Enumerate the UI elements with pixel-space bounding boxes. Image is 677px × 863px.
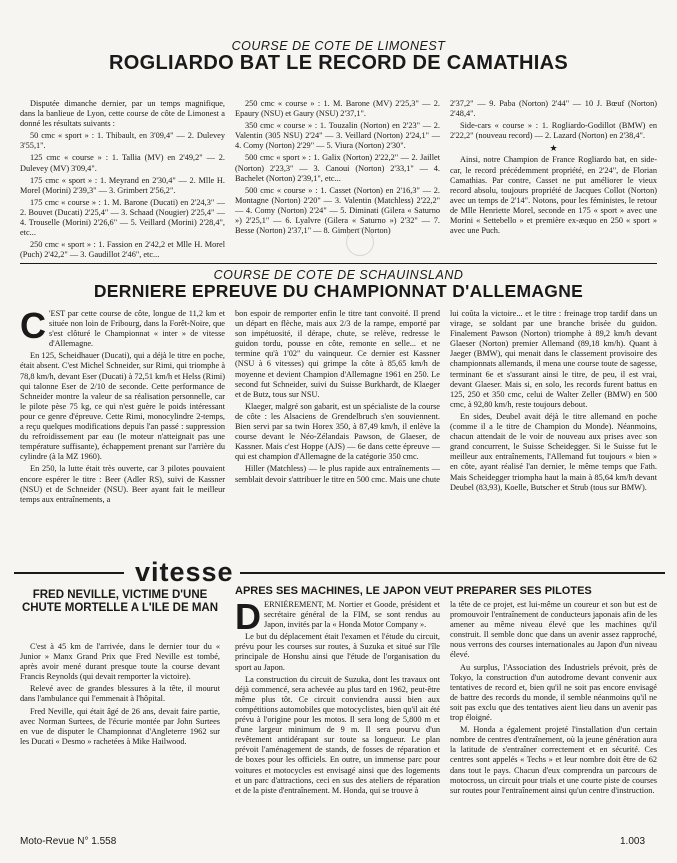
- section1-column-2: [235, 99, 440, 261]
- vitesse-section-bar: [14, 557, 665, 587]
- paragraph: 'EST par cette course de côte, longue de 11,2 km et située non loin de Fribourg, dans la Forêt-Noire, que s'est clôturé le Championnat « inter » de vitesse d'Allemagne.: [49, 309, 225, 349]
- section1-column-1: [20, 99, 225, 261]
- paragraph: Fred Neville, qui était âgé de 26 ans, devait faire partie, avec Norman Surtees, de l'écurie montée par John Surtees en vue de disputer le Championnat d'Angleterre 1962 sur les Ducati « Desmo » rachetées à Mike Hailwood.: [20, 706, 220, 746]
- paragraph: La construction du circuit de Suzuka, dont les travaux ont déjà commencé, sera achevée au plus tard en 1962, peut-être même plus tôt. Ce circuit conviendra aussi bien aux compétitions automobiles que motocyclistes, bien qu'il ait été prévu à l'origine pour les motos. Il sera long de 5,800 m et d'une largeur minimum de 9 m. Il sera pourvu d'un revêtement antidérapant sur toute sa longueur. Le plan prévoit l'aménagement de stands, de fosses de réparation et de boxes pour les officiels. En outre, un immense parc pour voitures et motocycles est envisagé ainsi que des logements et un parc d'attractions, ceci en sus des ateliers de réparation et de la piste d'entraînement. M. Honda, qui se trouve à: [235, 674, 440, 795]
- paragraph: En sides, Deubel avait déjà le titre allemand en poche (comme il a le titre de Champion du Monde). Néanmoins, chacun attendait de le voir de nouveau aux prises avec son grand concurrent, le Suisse Scheidegger. Si le Suisse fut le meilleur aux entraînements, l'Allemand fut toujours « bien » en côte, ayant réalisé l'an dernier, le même temps que Fath. Mais Scheidegger triompha haut la main à 85,64 km/h devant Deubel (83,93), Koelle, Butscher et Strub (tous sur BMW).: [450, 411, 657, 492]
- section3-column: [20, 642, 220, 822]
- paragraph: ERNIÈREMENT, M. Nortier et Goode, président et secrétaire général de la FIM, se sont rendus au Japon, invités par la « Honda Motor Company ».: [264, 600, 440, 630]
- bar-line-right: [229, 572, 665, 574]
- section2-column-2: [235, 309, 440, 555]
- section4-column-1: [235, 600, 440, 828]
- paragraph: En 250, la lutte était très ouverte, car 3 pilotes pouvaient encore espérer le titre : Beer (Adler RS), suivi de Kassner (NSU) et de Schneider (NSU). Beer ayant fait le meilleur temps aux entraînements, a: [20, 464, 225, 504]
- paragraph: 2'37,2" — 9. Paba (Norton) 2'44" — 10 J. Bœuf (Norton) 2'48,4".: [450, 99, 657, 119]
- footer-page-number: 1.003: [620, 836, 646, 847]
- paragraph: Relevé avec de grandes blessures à la tête, il mourut dans l'ambulance qui l'emmenait à l'hôpital.: [20, 684, 220, 704]
- footer-issue: Moto-Revue N° 1.558: [20, 836, 117, 847]
- vitesse-label: vitesse: [129, 557, 240, 588]
- section3-headline: FRED NEVILLE, VICTIME D'UNE CHUTE MORTELLE A L'ILE DE MAN: [21, 589, 219, 614]
- paragraph: Side-cars « course » : 1. Rogliardo-Godillot (BMW) en 2'22,2" (nouveau record) — 2. Lazard (Norton) en 2'38,4".: [450, 121, 657, 141]
- paragraph: Au surplus, l'Association des Industriels prévoit, près de Tokyo, la construction d'un autodrome devant convenir aux tentatives de record et, bien qu'il ne soit pas encore envisagé de battre des records du monde, il semble néanmoins qu'il ne soit pas exclu que des tentatives aient lieu dans un avenir pas trop éloigné.: [450, 662, 657, 723]
- paragraph: 350 cmc « course » : 1. Touzalin (Norton) en 2'23" — 2. Valentin (305 NSU) 2'24" — 3. Veillard (Norton) 2'24,1" — 4. Comy (Norton) 2'29" — 5. Viura (Norton) 2'30".: [235, 121, 440, 151]
- paragraph: 500 cmc « sport » : 1. Galix (Norton) 2'22,2" — 2. Jaillet (Norton) 2'23,3" — 3. Canoui (Norton) 2'33,1" — 4. Bachelet (Norton) 2'39,1", etc...: [235, 153, 440, 183]
- paragraph: 175 cmc « course » : 1. M. Barone (Ducati) en 2'24,3" — 2. Bouvet (Ducati) 2'25,4" — 3. Schaad (Nougier) 2'25,4" — 4. Trouselle (Morini) 2'26,6" — 5. Veillard (Morini) 2'28,4", etc...: [20, 197, 225, 238]
- paragraph: Klaeger, malgré son gabarit, est un spécialiste de la course de côte : les Alsaciens de Grendelbruch s'en souviennent. Bien servi par sa twin Horex 350, à 87,49 km/h, il enlève la course devant le Néo-Zélandais Pawson, de Glaeser, de Kassner. Mais c'est Hoppe (AJS) — 6e dans cette épreuve — qui est champion d'Allemagne de la catégorie 350 cmc.: [235, 401, 440, 462]
- paragraph: 500 cmc « course » : 1. Casset (Norton) en 2'16,3" — 2. Montagne (Norton) 2'20" — 3. Valentin (Matchless) 2'22,2" — 4. Comy (Norton) 2'24" — 5. Diminati (Gilera « Saturno ») 2'25,1" — 6. Lyalvre (Gilera « Saturno ») 2'32" — 7. Besse (Norton) 2'37,1" — 8. Gimbert (Norton): [235, 185, 440, 236]
- paragraph: M. Honda a également projeté l'installation d'un certain nombre de centres d'entraînement, où la jeune génération aura la latitude de s'entraîner correctement et en sécurité. Ces centres sont appelés « Techs » et leur nombre doit être de 62 dans tout le pays. Chacun d'eux comprendra un parcours de motocross, un circuit pour trials et une courte piste de courses sur routes pour l'entraînement ainsi qu'un centre d'instruction.: [450, 725, 657, 795]
- paragraph: En 125, Scheidhauer (Ducati), qui a déjà le titre en poche, était absent. C'est Michel Schneider, sur Rimi, qui triomphe à 78,8 km/h, devant Eser (Ducati) à 72,51 km/h et Helss (Rimi) qui talonne Eser de 2/10 de seconde. Cette performance de Schneider montre la valeur de sa réalisation personnelle, car le pilote pèse 75 kg, ce qui n'est guère le poids intéressant pour ce genre d'épreuve. Cette Rimi, monocylindre 2-temps, a reçu quelques modifications depuis l'an passé : suppression du refroidissement par eau (le moteur n'atteignait pas une température suffisante), échappement prenant sur l'arrière du cylindre (à la MZ 1960).: [20, 351, 225, 462]
- section4-headline: APRES SES MACHINES, LE JAPON VEUT PREPARER SES PILOTES: [235, 585, 592, 597]
- paragraph: lui coûta la victoire... et le titre : freinage trop tardif dans un virage, se soldant par une branche brisée du guidon. Finalement Pawson (Norton) triomphe à 89,2 km/h devant Glaeser (Norton) premier Allemand (89,18 km/h). Quant à Jaeger (BMW), qui menait dans le classement provisoire des championnats allemands, il mena une course toute de sagesse, terminant 6e et s'assurant ainsi le titre, de peu, il est vrai, devant Glaeser. Mais si, en solo, les records furent battus en 125, 250 et 350 cmc, celui de Walter Zeller (BMW) en 500 cmc, à 92,80 km/h, reste toujours debout.: [450, 309, 657, 409]
- paragraph: 250 cmc « course » : 1. M. Barone (MV) 2'25,3" — 2. Epaury (NSU) et Gaury (NSU) 2'37,1".: [235, 99, 440, 119]
- section2-column-3: [450, 309, 657, 555]
- paragraph: 250 cmc « sport » : 1. Fassion en 2'42,2 et Mlle H. Morel (Puch) 2'42,2" — 3. Gaudillot 2'46", etc...: [20, 240, 225, 260]
- section1-headline: ROGLIARDO BAT LE RECORD DE CAMATHIAS: [109, 52, 568, 74]
- paragraph: bon espoir de remporter enfin le titre tant convoité. Il prend un départ en flèche, mais aux 2/3 de la rampe, emporté par son impétuosité, il dérape, chute, se relève, redresse le guidon tordu, pousse en côte, remonte en selle... et ne termine qu'à 1'02" du vainqueur. Ce dernier est Kassner (NSU à 6 vitesses) qui grimpe la côte à 85,65 km/h de moyenne et devient Champion d'Allemagne 1961 en 250. Le second fut Schneider, suivi du Suisse Burkhardt, de Klaeger et de Butz, tous sur NSU.: [235, 309, 440, 399]
- section2-headline: DERNIERE EPREUVE DU CHAMPIONNAT D'ALLEMAGNE: [93, 281, 584, 301]
- paragraph: la tête de ce projet, est lui-même un coureur et son but est de promouvoir l'entraînement de conducteurs japonais afin de les amener au même niveau élevé que les machines qu'il construit. Il semble donc que dans un avenir assez rapproché, nous verrons des courses internationales au Japon d'un niveau élevé.: [450, 600, 657, 660]
- paragraph: 50 cmc « sport » : 1. Thibault, en 3'09,4" — 2. Dulevey 3'55,1".: [20, 131, 225, 151]
- section1-kicker: COURSE DE COTE DE LIMONEST: [231, 39, 446, 53]
- section2-kicker: COURSE DE COTE DE SCHAUINSLAND: [213, 268, 464, 282]
- paragraph: C'est à 45 km de l'arrivée, dans le dernier tour du « Junior » Manx Grand Prix que Fred Neville est tombé, après avoir mené durant presque toute la course devant Francis Reynolds (qui devait remporter la victoire).: [20, 642, 220, 682]
- paragraph: 125 cmc « course » : 1. Tallia (MV) en 2'49,2" — 2. Dulevey (MV) 3'09,4".: [20, 153, 225, 173]
- star-separator-icon: ★: [549, 143, 558, 154]
- section4-column-2: [450, 600, 657, 828]
- bar-line-left: [14, 572, 124, 574]
- paragraph: Disputée dimanche dernier, par un temps magnifique, dans la banlieue de Lyon, cette course de côte de Limonest a donné les résultats suivants :: [20, 99, 225, 129]
- paragraph: Ainsi, notre Champion de France Rogliardo bat, en side-car, le record précédemment propriété, en 2'24", de Florian Camathias. Par contre, Casset ne put améliorer le vieux record absolu, toujours propriété de Jacques Collot (Norton) avec un temps de 2'14". Notons, pour les féministes, le retour de Mlle Henriette Morel, seconde en 175 « sport » avec une Morini « Settebello » et première ex-æquo en 250 « sport » avec une Puch.: [450, 155, 657, 236]
- paragraph: Le but du déplacement était l'examen et l'étude du circuit, prévu pour les courses sur routes, à Suzuka et situé sur l'île principale de Honshu ainsi que l'étude de l'organisation du sport au Japon.: [235, 632, 440, 672]
- section1-column-3: [450, 99, 657, 261]
- section-divider: [20, 263, 657, 264]
- library-stamp-icon: [346, 228, 374, 256]
- dropcap: C: [20, 309, 46, 346]
- paragraph: 175 cmc « sport » : 1. Meyrand en 2'30,4" — 2. Mlle H. Morel (Morini) 2'39,3" — 3. Grimbert 2'56,2".: [20, 175, 225, 195]
- paragraph: Hiller (Matchless) — le plus rapide aux entraînements — semblait devoir s'attribuer le titre en 500 cmc. Mais une chute: [235, 464, 440, 484]
- section2-column-1: [20, 309, 225, 555]
- dropcap: D: [235, 600, 261, 637]
